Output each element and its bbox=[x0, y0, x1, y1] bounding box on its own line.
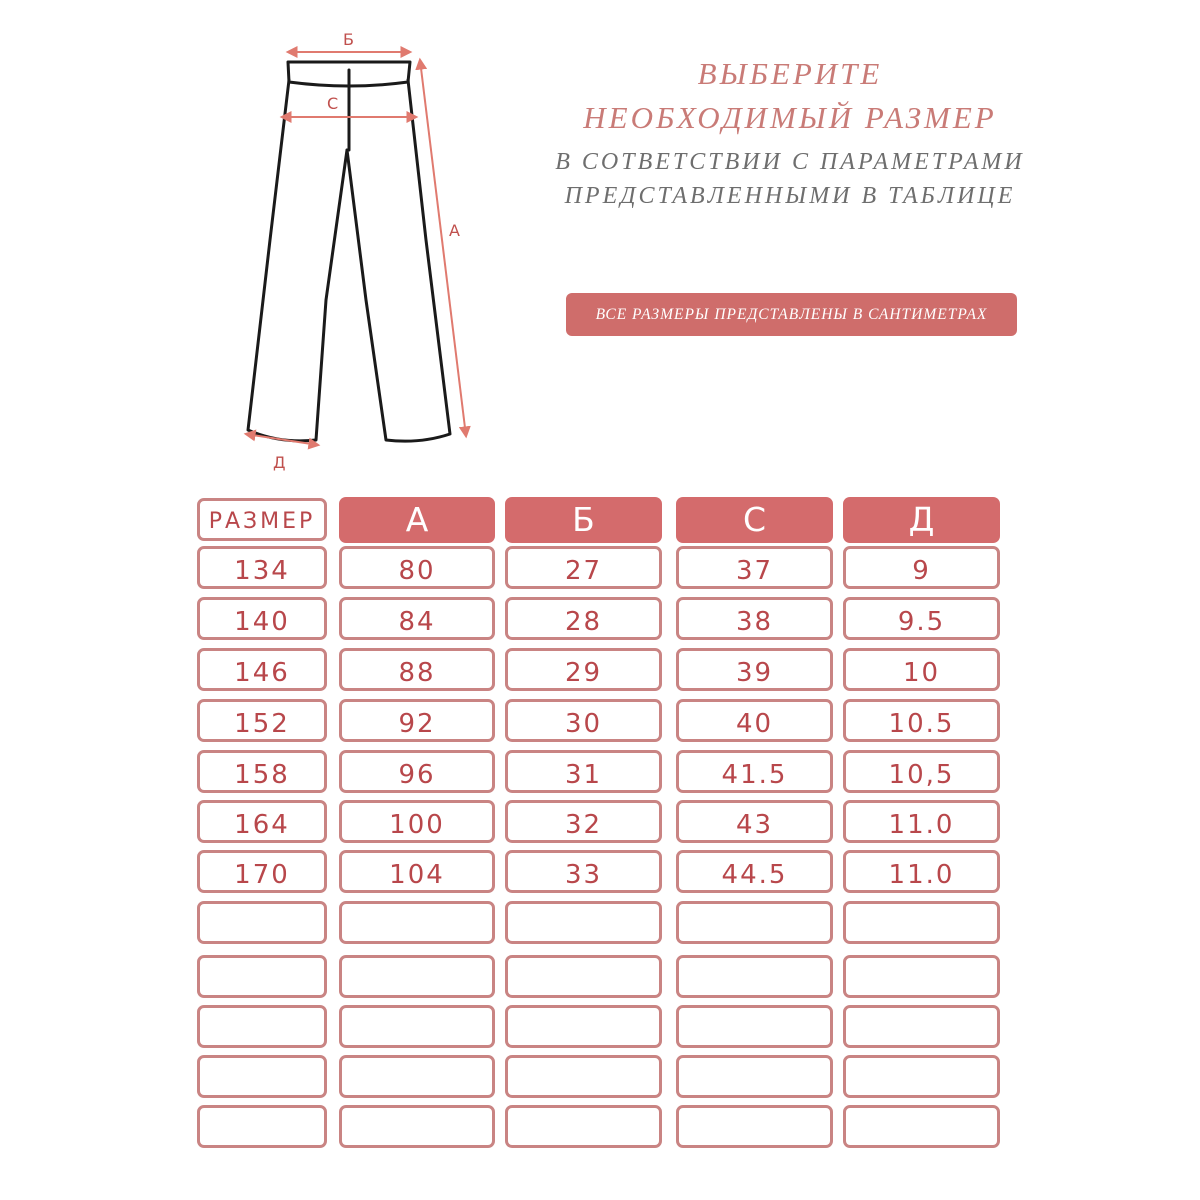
subtitle-line-1: В СОТВЕТСТВИИ С ПАРАМЕТРАМИ bbox=[555, 149, 1025, 175]
table-cell-b: 32 bbox=[505, 800, 662, 843]
column-header-a: А bbox=[339, 497, 495, 543]
table-cell-c: 41.5 bbox=[676, 750, 833, 793]
table-cell-size bbox=[197, 901, 327, 944]
table-cell-c bbox=[676, 901, 833, 944]
table-cell-c bbox=[676, 955, 833, 998]
title-line-1: ВЫБЕРИТЕ bbox=[697, 56, 883, 91]
table-cell-a bbox=[339, 955, 495, 998]
units-notice-badge: ВСЕ РАЗМЕРЫ ПРЕДСТАВЛЕНЫ В САНТИМЕТРАХ bbox=[566, 293, 1017, 336]
table-cell-d: 11.0 bbox=[843, 850, 1000, 893]
table-cell-c bbox=[676, 1055, 833, 1098]
column-header-size: РАЗМЕР bbox=[197, 498, 327, 541]
table-cell-b: 27 bbox=[505, 546, 662, 589]
table-cell-c: 38 bbox=[676, 597, 833, 640]
table-cell-a: 92 bbox=[339, 699, 495, 742]
table-cell-c: 44.5 bbox=[676, 850, 833, 893]
table-cell-a: 104 bbox=[339, 850, 495, 893]
table-cell-d bbox=[843, 1005, 1000, 1048]
table-cell-size: 140 bbox=[197, 597, 327, 640]
table-cell-b bbox=[505, 1105, 662, 1148]
table-cell-size: 170 bbox=[197, 850, 327, 893]
table-cell-d bbox=[843, 1055, 1000, 1098]
table-cell-b bbox=[505, 955, 662, 998]
table-cell-a bbox=[339, 901, 495, 944]
table-cell-b: 30 bbox=[505, 699, 662, 742]
table-cell-b bbox=[505, 1055, 662, 1098]
table-cell-a bbox=[339, 1055, 495, 1098]
table-cell-a bbox=[339, 1105, 495, 1148]
column-header-d: Д bbox=[843, 497, 1000, 543]
table-cell-a: 80 bbox=[339, 546, 495, 589]
table-cell-size: 164 bbox=[197, 800, 327, 843]
table-cell-a: 100 bbox=[339, 800, 495, 843]
table-cell-b: 33 bbox=[505, 850, 662, 893]
trousers-outline bbox=[248, 62, 450, 441]
table-cell-b: 31 bbox=[505, 750, 662, 793]
table-cell-a bbox=[339, 1005, 495, 1048]
title-line-2: НЕОБХОДИМЫЙ РАЗМЕР bbox=[583, 100, 997, 135]
table-cell-b: 29 bbox=[505, 648, 662, 691]
table-cell-size bbox=[197, 955, 327, 998]
table-cell-size: 134 bbox=[197, 546, 327, 589]
table-cell-a: 96 bbox=[339, 750, 495, 793]
table-cell-c bbox=[676, 1105, 833, 1148]
table-cell-size bbox=[197, 1105, 327, 1148]
measure-b-label: Б bbox=[343, 30, 354, 49]
table-cell-b bbox=[505, 901, 662, 944]
table-cell-d: 10 bbox=[843, 648, 1000, 691]
table-cell-c bbox=[676, 1005, 833, 1048]
table-cell-c: 40 bbox=[676, 699, 833, 742]
table-cell-size bbox=[197, 1055, 327, 1098]
table-cell-size: 146 bbox=[197, 648, 327, 691]
table-cell-c: 43 bbox=[676, 800, 833, 843]
table-cell-size: 158 bbox=[197, 750, 327, 793]
table-cell-d: 9 bbox=[843, 546, 1000, 589]
column-header-c: С bbox=[676, 497, 833, 543]
table-cell-c: 37 bbox=[676, 546, 833, 589]
subtitle-line-2: ПРЕДСТАВЛЕННЫМИ В ТАБЛИЦЕ bbox=[564, 183, 1016, 209]
table-cell-d: 11.0 bbox=[843, 800, 1000, 843]
measure-d-label: Д bbox=[273, 453, 286, 472]
table-cell-b bbox=[505, 1005, 662, 1048]
trousers-diagram bbox=[0, 0, 560, 490]
table-cell-d: 10.5 bbox=[843, 699, 1000, 742]
table-cell-a: 84 bbox=[339, 597, 495, 640]
table-cell-size: 152 bbox=[197, 699, 327, 742]
table-cell-d: 10,5 bbox=[843, 750, 1000, 793]
measure-c-label: С bbox=[327, 94, 339, 113]
table-cell-a: 88 bbox=[339, 648, 495, 691]
table-cell-d bbox=[843, 955, 1000, 998]
column-header-b: Б bbox=[505, 497, 662, 543]
measure-a-label: А bbox=[449, 221, 460, 240]
table-cell-c: 39 bbox=[676, 648, 833, 691]
table-cell-d bbox=[843, 901, 1000, 944]
table-cell-d bbox=[843, 1105, 1000, 1148]
table-cell-d: 9.5 bbox=[843, 597, 1000, 640]
table-cell-b: 28 bbox=[505, 597, 662, 640]
table-cell-size bbox=[197, 1005, 327, 1048]
